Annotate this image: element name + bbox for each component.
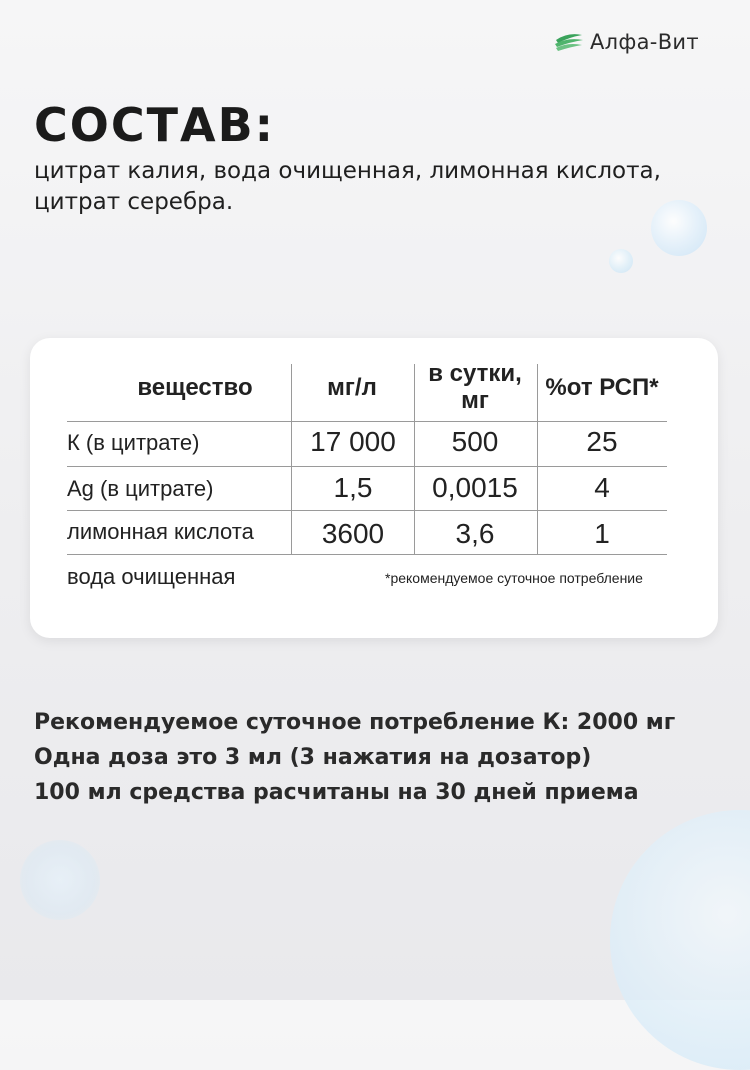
table-divider (67, 466, 667, 467)
page-title: СОСТАВ: (34, 98, 276, 152)
table-divider (291, 364, 292, 554)
table-header-per-day: в сутки, мг (428, 360, 522, 414)
table-footnote: *рекомендуемое суточное потребление (385, 570, 643, 586)
composition-text: цитрат калия, вода очищенная, лимонная кислота, цитрат серебра. (34, 158, 661, 215)
table-cell-per-day: 3,6 (455, 518, 495, 549)
table-divider (67, 510, 667, 511)
table-cell-substance: К (в цитрате) (67, 430, 200, 455)
decor-bubble (610, 810, 750, 1070)
table-cell-rsp: 1 (594, 518, 610, 549)
composition-table-card (30, 338, 718, 638)
table-header-mg-per-l: мг/л (327, 374, 377, 401)
dosage-info (34, 705, 724, 810)
table-cell-mg-per-l: 17 000 (310, 426, 396, 457)
table-cell-rsp: 4 (594, 472, 610, 503)
table-divider (67, 421, 667, 422)
table-cell-rsp: 25 (586, 426, 618, 457)
decor-bubble (20, 840, 100, 920)
table-cell-per-day: 500 (451, 426, 499, 457)
table-header-substance: вещество (137, 374, 253, 401)
brand-logo (554, 30, 699, 54)
table-divider (537, 364, 538, 554)
table-cell-mg-per-l: 1,5 (333, 472, 373, 503)
info-line: Одна доза это 3 мл (3 нажатия на дозатор) (34, 745, 592, 770)
info-line: 100 мл средства расчитаны на 30 дней приема (34, 780, 639, 805)
decor-bubble (609, 249, 633, 273)
table-divider (67, 554, 667, 555)
table-cell-substance: вода очищенная (67, 564, 236, 589)
table-cell-substance: лимонная кислота (67, 519, 254, 544)
leaf-stripes-icon (554, 32, 584, 52)
info-line: Рекомендуемое суточное потребление К: 2000 мг (34, 710, 676, 735)
table-cell-per-day: 0,0015 (432, 472, 518, 503)
brand-name: Алфа-Вит (590, 30, 699, 54)
table-divider (414, 364, 415, 554)
table-header-rsp: %от РСП* (545, 374, 659, 401)
table-cell-mg-per-l: 3600 (321, 518, 385, 549)
table-cell-substance: Ag (в цитрате) (67, 476, 214, 501)
